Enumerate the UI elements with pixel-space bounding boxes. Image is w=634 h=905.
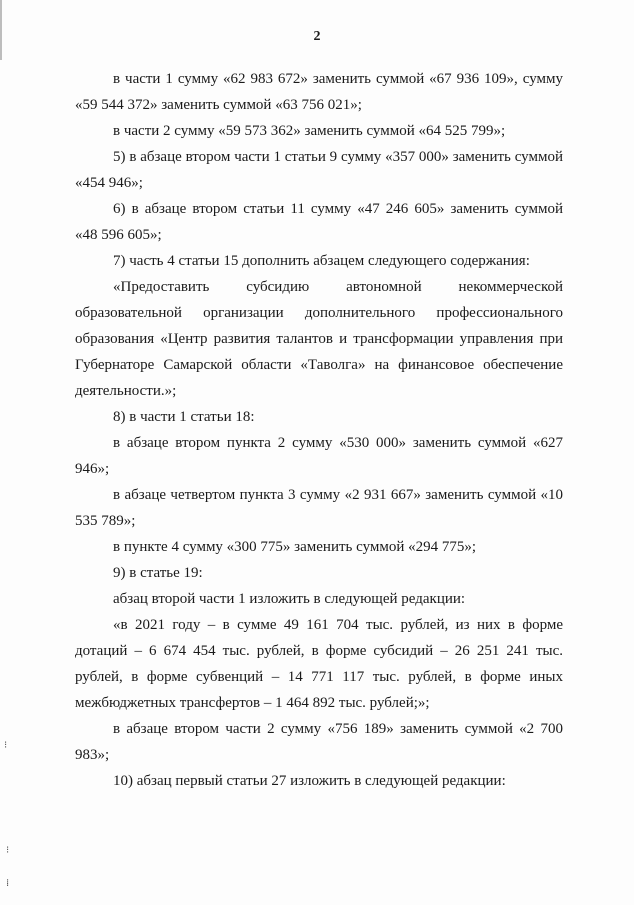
margin-mark: ⁝ <box>4 740 8 751</box>
paragraph-3: 5) в абзаце втором части 1 статьи 9 сумму «357 000» заменить суммой «454 946»; <box>75 149 563 191</box>
paragraph-1: в части 1 сумму «62 983 672» заменить суммой «67 936 109», сумму «59 544 372» заменить суммой «63 756 021»; <box>75 71 563 113</box>
paragraph-13: «в 2021 году – в сумме 49 161 704 тыс. рублей, из них в форме дотаций – 6 674 454 тыс. рублей, в форме субсидий – 26 251 241 тыс. рублей, в форме субвенций – 14 771 117 тыс. рублей, в форме иных межбюджетных трансфертов – 1 464 892 тыс. рублей;»; <box>75 617 563 711</box>
paragraph-15: 10) абзац первый статьи 27 изложить в следующей редакции: <box>113 773 506 789</box>
margin-mark: ⁞ <box>6 878 10 889</box>
paragraph-12: абзац второй части 1 изложить в следующей редакции: <box>113 591 466 607</box>
paragraph-14: в абзаце втором части 2 сумму «756 189» заменить суммой «2 700 983»; <box>75 721 563 763</box>
paragraph-11: 9) в статье 19: <box>113 565 203 581</box>
paragraph-8: в абзаце втором пункта 2 сумму «530 000» заменить суммой «627 946»; <box>75 435 563 477</box>
page-number: 2 <box>313 29 321 44</box>
paragraph-5: 7) часть 4 статьи 15 дополнить абзацем следующего содержания: <box>113 253 530 269</box>
paragraph-9: в абзаце четвертом пункта 3 сумму «2 931 667» заменить суммой «10 535 789»; <box>75 487 563 529</box>
paragraph-10: в пункте 4 сумму «300 775» заменить суммой «294 775»; <box>113 539 477 555</box>
margin-mark: ⁝ <box>6 845 10 856</box>
paragraph-7: 8) в части 1 статьи 18: <box>113 409 255 425</box>
document-body <box>75 66 563 794</box>
paragraph-6: «Предоставить субсидию автономной некоммерческой образовательной организации дополнительного профессионального образования «Центр развития талантов и трансформации управления при Губернаторе Самарской области «Таволга» на финансовое обеспечение деятельности.»; <box>75 279 563 399</box>
paragraph-2: в части 2 сумму «59 573 362» заменить суммой «64 525 799»; <box>113 123 506 139</box>
paragraph-4: 6) в абзаце втором статьи 11 сумму «47 246 605» заменить суммой «48 596 605»; <box>75 201 563 243</box>
